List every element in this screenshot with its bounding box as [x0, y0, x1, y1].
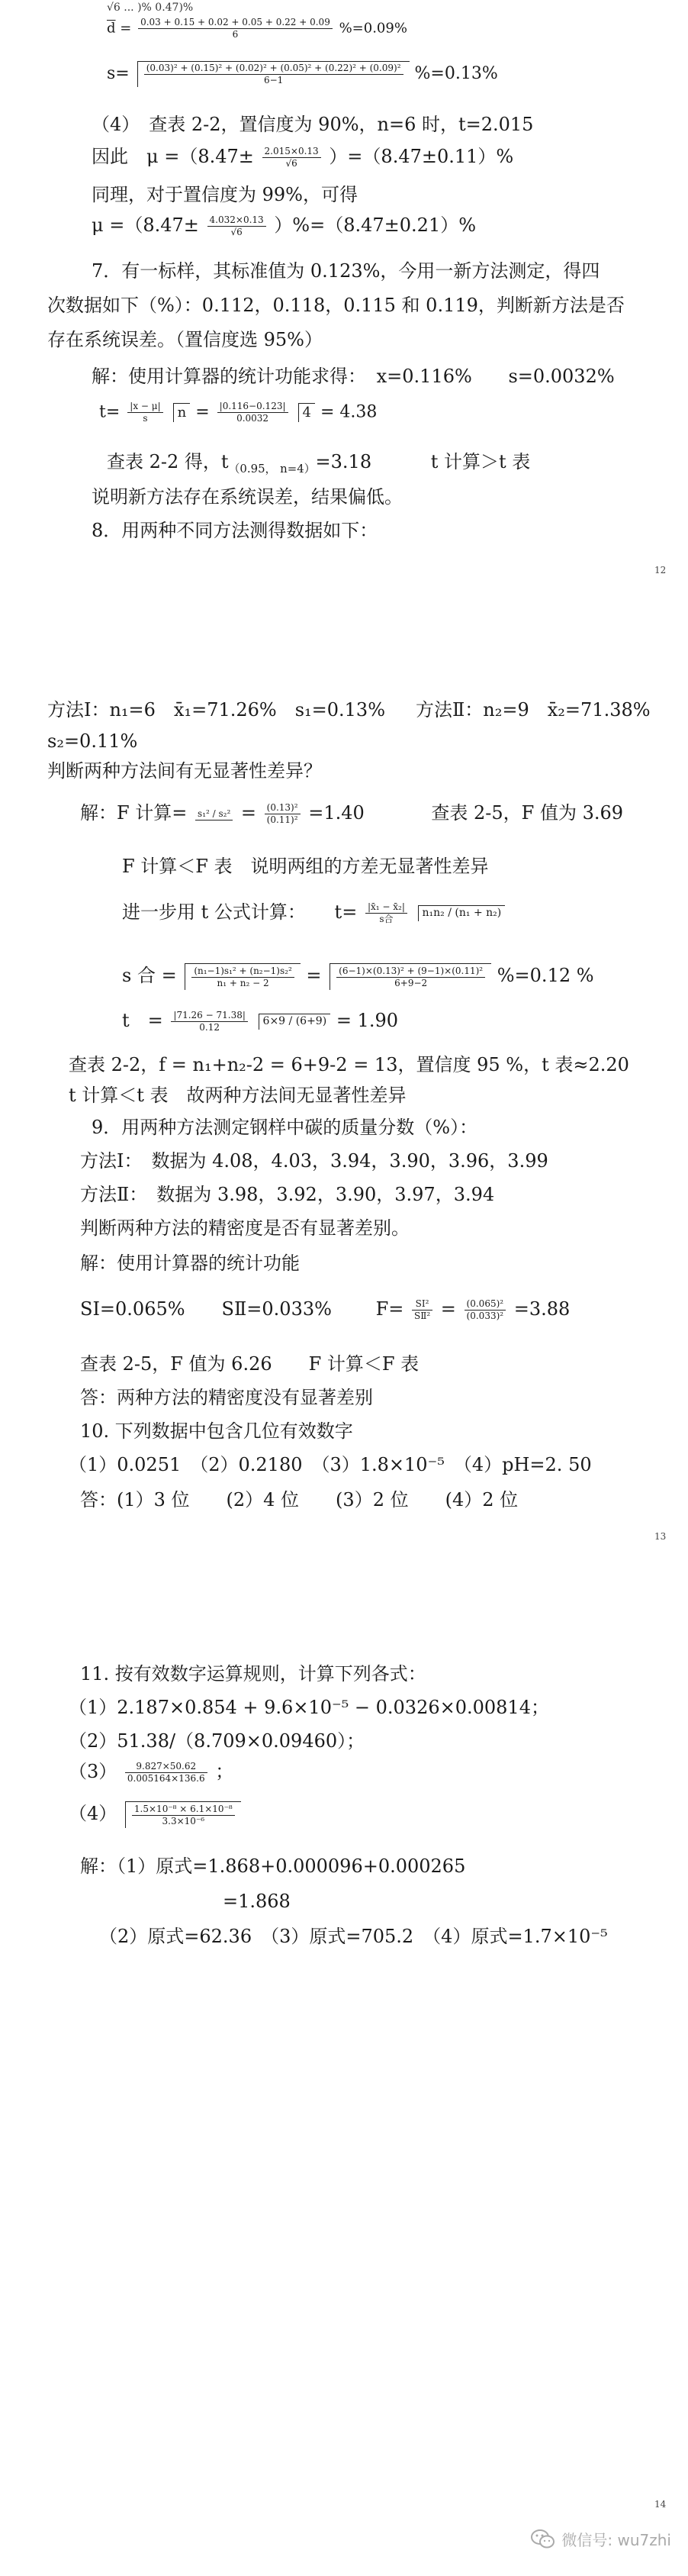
spool-numerator-2: (6−1)×(0.13)² + (9−1)×(0.11)² [336, 966, 485, 978]
q11-item-3 [69, 1760, 233, 1785]
t-formula-denominator: s合 [379, 914, 394, 924]
t-compare: t 计算＜t 表 故两种方法间无显著性差异 [69, 1085, 407, 1106]
q7-lookup [107, 450, 530, 476]
q7-line3: 存在系统误差。（置信度选 95%） [47, 329, 323, 350]
q7-solution-text: 解：使用计算器的统计功能求得： [92, 366, 366, 387]
method2: 方法Ⅱ：n₂=9 x̄₂=71.38% [416, 699, 651, 721]
q11-item-3-numerator: 9.827×50.62 [125, 1761, 207, 1773]
spool-numerator-1: (n₁−1)s₁² + (n₂−1)s₂² [191, 966, 294, 978]
page-number-12: 12 [654, 565, 667, 575]
t-calc [122, 1009, 398, 1033]
t-calc-numerator: |71.26 − 71.38| [171, 1010, 247, 1022]
s-radicand-numerator: (0.03)² + (0.15)² + (0.02)² + (0.05)² + (0.22)² + (0.09)² [144, 63, 403, 75]
t-fraction-2-denominator: 0.0032 [236, 413, 269, 424]
q7-solution [92, 365, 615, 388]
t-fraction-2 [217, 401, 288, 424]
dbar-denominator: 6 [232, 29, 239, 40]
q11-solution-rest: （2）原式=62.36 （3）原式=705.2 （4）原式=1.7×10⁻⁵ [99, 1926, 608, 1947]
q11-item-3-denominator: 0.005164×136.6 [127, 1773, 205, 1784]
q11-item-2: （2）51.38/（8.709×0.09460）； [69, 1730, 365, 1752]
q11-item-4-radical [125, 1801, 241, 1828]
t-calc-label: t = [122, 1010, 163, 1031]
t-fraction-1-denominator: s [143, 413, 148, 424]
q11-item-4-numerator: 1.5×10⁻⁸ × 6.1×10⁻⁸ [132, 1804, 235, 1816]
t-result: = 4.38 [320, 402, 378, 422]
t-formula [122, 901, 505, 925]
q9-line: 9．用两种方法测定钢样中碳的质量分数（%）： [92, 1117, 478, 1138]
s-radicand-denominator: 6−1 [263, 75, 284, 85]
q11-item-1: （1）2.187×0.854 + 9.6×10⁻⁵ − 0.0326×0.00814； [69, 1697, 549, 1718]
q9-F-result: =3.88 [513, 1298, 571, 1320]
t-calc-fraction [171, 1010, 247, 1033]
F-fraction [265, 802, 301, 826]
q9-answer: 答：两种方法的精密度没有显著差别 [80, 1387, 373, 1408]
dbar-equation: $\overline{d}$ = $\frac{0.03 + 0.15 + 0.02 + 0.05 + 0.22 + 0.09}{6}$ %=0.09% [107, 17, 407, 40]
s-equation [107, 61, 498, 87]
q9-F-fraction-1 [412, 1298, 432, 1322]
F-result: =1.40 [308, 802, 365, 824]
q4-line: （4） 查表 2-2，置信度为 90%，n=6 时，t=2.015 [92, 114, 534, 135]
therefore-mu-pre: 因此 μ =（8.47± [92, 146, 254, 167]
F-ratio [195, 808, 233, 821]
t-intro: 进一步用 t 公式计算： [122, 901, 306, 923]
spool-result: %=0.12 % [497, 965, 594, 986]
dbar-numerator: 0.03 + 0.15 + 0.02 + 0.05 + 0.22 + 0.09 [138, 17, 333, 29]
t-calc-denominator: 0.12 [199, 1022, 220, 1033]
page2-question: 判断两种方法间有无显著性差异？ [47, 760, 322, 782]
q9-solution: 解：使用计算器的统计功能 [80, 1253, 300, 1274]
q11-item-3-fraction [125, 1761, 207, 1785]
q9-F-equation [80, 1298, 570, 1322]
q11-item-4-denominator: 3.3×10⁻⁶ [162, 1816, 205, 1826]
mu99-denominator: √6 [230, 227, 243, 237]
t-fraction-1-numerator: |x − μ| [127, 401, 162, 413]
watermark [531, 2528, 671, 2550]
q7-line2: 次数据如下（%）：0.112，0.118，0.115 和 0.119，判断新方法是否 [47, 295, 625, 316]
page-number-14: 14 [654, 2499, 667, 2510]
q9-F-pre: F= [375, 1298, 404, 1320]
t-formula-numerator: |x̄₁ − x̄₂| [365, 901, 407, 914]
t-formula-label: t= [334, 901, 358, 923]
q7-xbar: x=0.116% [376, 366, 472, 387]
t-equals: = [195, 402, 210, 422]
therefore-mu [92, 145, 513, 169]
df-line: 查表 2-2，f = n₁+n₂-2 = 6+9-2 = 13，置信度 95 %，t 表≈2.20 [69, 1054, 629, 1075]
s-result: %=0.13% [414, 64, 498, 83]
t-calc-result: = 1.90 [336, 1010, 398, 1031]
dbar-result: %=0.09% [339, 20, 407, 37]
mu99-pre: μ =（8.47± [92, 214, 199, 236]
q8-line: 8．用两种不同方法测得数据如下： [92, 520, 378, 541]
F-lookup: 查表 2-5，F 值为 3.69 [431, 802, 624, 824]
spool-denominator-2: 6+9−2 [394, 978, 428, 988]
q10-items: （1）0.0251 （2）0.2180 （3）1.8×10⁻⁵ （4）pH=2. 50 [69, 1454, 592, 1475]
similarly-line: 同理，对于置信度为 99%，可得 [92, 184, 358, 205]
q9-lookup: 查表 2-5，F 值为 6.26 F 计算＜F 表 [80, 1353, 420, 1375]
s-radical [137, 61, 410, 87]
mu99 [92, 214, 476, 238]
spool-equals: = [306, 965, 322, 986]
q11-solution-1b: =1.868 [223, 1891, 291, 1912]
mu99-post: ）%=（8.47±0.21）% [274, 214, 477, 236]
q11-solution-1: 解：（1）原式=1.868+0.000096+0.000265 [80, 1855, 466, 1877]
t-equation [99, 401, 377, 424]
q7-compare: t 计算＞t 表 [430, 451, 531, 472]
t-calc-radical: 6×9 / (6+9) [259, 1014, 331, 1030]
q9-F-fraction-2-denominator: (0.033)² [466, 1311, 504, 1321]
t-formula-radical: n₁n₂ / (n₁ + n₂) [418, 905, 506, 921]
spool-radical-1 [185, 963, 300, 990]
q11-item-3-post: ； [215, 1761, 234, 1782]
q10-answer: 答：(1）3 位 (2）4 位 (3）2 位 (4）2 位 [80, 1489, 519, 1510]
q7-lookup-pre: 查表 2-2 得，t [107, 451, 229, 472]
F-equation [80, 801, 623, 826]
q10-line: 10. 下列数据中包含几位有效数字 [80, 1420, 353, 1442]
top-partial-fraction: √6 ... )% 0.47)% [107, 2, 194, 14]
t-radical-2: 4 [298, 403, 315, 423]
t-fraction-2-numerator: |0.116−0.123| [217, 401, 288, 413]
s-label: s= [107, 64, 130, 83]
F-compare: F 计算＜F 表 说明两组的方差无显著性差异 [122, 856, 489, 877]
q11-line: 11. 按有效数字运算规则，计算下列各式： [80, 1663, 426, 1685]
q11-item-3-pre: （3） [69, 1761, 117, 1782]
q9-F-fraction-1-denominator: SⅡ² [413, 1311, 431, 1321]
F-equals: = [240, 802, 257, 824]
s2-line: s₂=0.11% [47, 730, 138, 752]
q11-item-4-pre: （4） [69, 1803, 117, 1824]
watermark-text: 微信号: wu7zhi [561, 2531, 671, 2549]
therefore-mu-fraction [262, 146, 321, 169]
q9-F-fraction-2 [465, 1298, 506, 1322]
q9-F-equals: = [440, 1298, 456, 1320]
spool-radical-2 [330, 963, 491, 990]
therefore-mu-denominator: √6 [285, 158, 297, 169]
F-pre: 解：F 计算= [80, 802, 188, 824]
spool-denominator-1: n₁ + n₂ − 2 [217, 978, 269, 988]
mu99-fraction [207, 214, 266, 238]
F-denominator: (0.11)² [266, 814, 298, 825]
t-formula-fraction [365, 901, 407, 925]
q7-lookup-sub: （0.95， n=4） [228, 461, 316, 476]
q9-method1: 方法Ⅰ： 数据为 4.08，4.03，3.94，3.90，3.96，3.99 [80, 1150, 548, 1172]
q9-F-fraction-2-numerator: (0.065)² [465, 1298, 506, 1311]
wechat-icon [531, 2529, 555, 2550]
method1: 方法Ⅰ：n₁=6 x̄₁=71.26% s₁=0.13% [47, 699, 386, 721]
t-fraction-1 [127, 401, 162, 424]
therefore-mu-post: ）=（8.47±0.11）% [329, 146, 514, 167]
page-number-13: 13 [654, 1531, 667, 1542]
q7-line1: 7．有一标样，其标准值为 0.123%，今用一新方法测定，得四 [92, 260, 600, 282]
therefore-mu-numerator: 2.015×0.13 [262, 146, 321, 158]
q7-s: s=0.0032% [508, 366, 615, 387]
spool-equation [122, 963, 594, 990]
q11-item-4 [69, 1801, 241, 1828]
q9-s-values: SⅠ=0.065% SⅡ=0.033% [80, 1298, 332, 1320]
t-label: t= [99, 402, 121, 422]
q7-lookup-value: =3.18 [315, 451, 372, 472]
F-ratio-text: s₁² / s₂² [195, 808, 233, 821]
spool-label: s 合 = [122, 965, 177, 986]
F-numerator: (0.13)² [265, 802, 301, 814]
q9-ask: 判断两种方法的精密度是否有显著差别。 [80, 1217, 410, 1239]
t-radical-1: n [173, 403, 191, 423]
q7-conclusion: 说明新方法存在系统误差，结果偏低。 [92, 486, 403, 508]
dbar-label: $\overline{d}$ [107, 20, 116, 37]
mu99-numerator: 4.032×0.13 [207, 214, 266, 227]
q9-method2: 方法Ⅱ： 数据为 3.98，3.92，3.90，3.97，3.94 [80, 1184, 495, 1205]
dbar-fraction [138, 17, 333, 40]
q9-F-fraction-1-numerator: SⅠ² [412, 1298, 432, 1311]
